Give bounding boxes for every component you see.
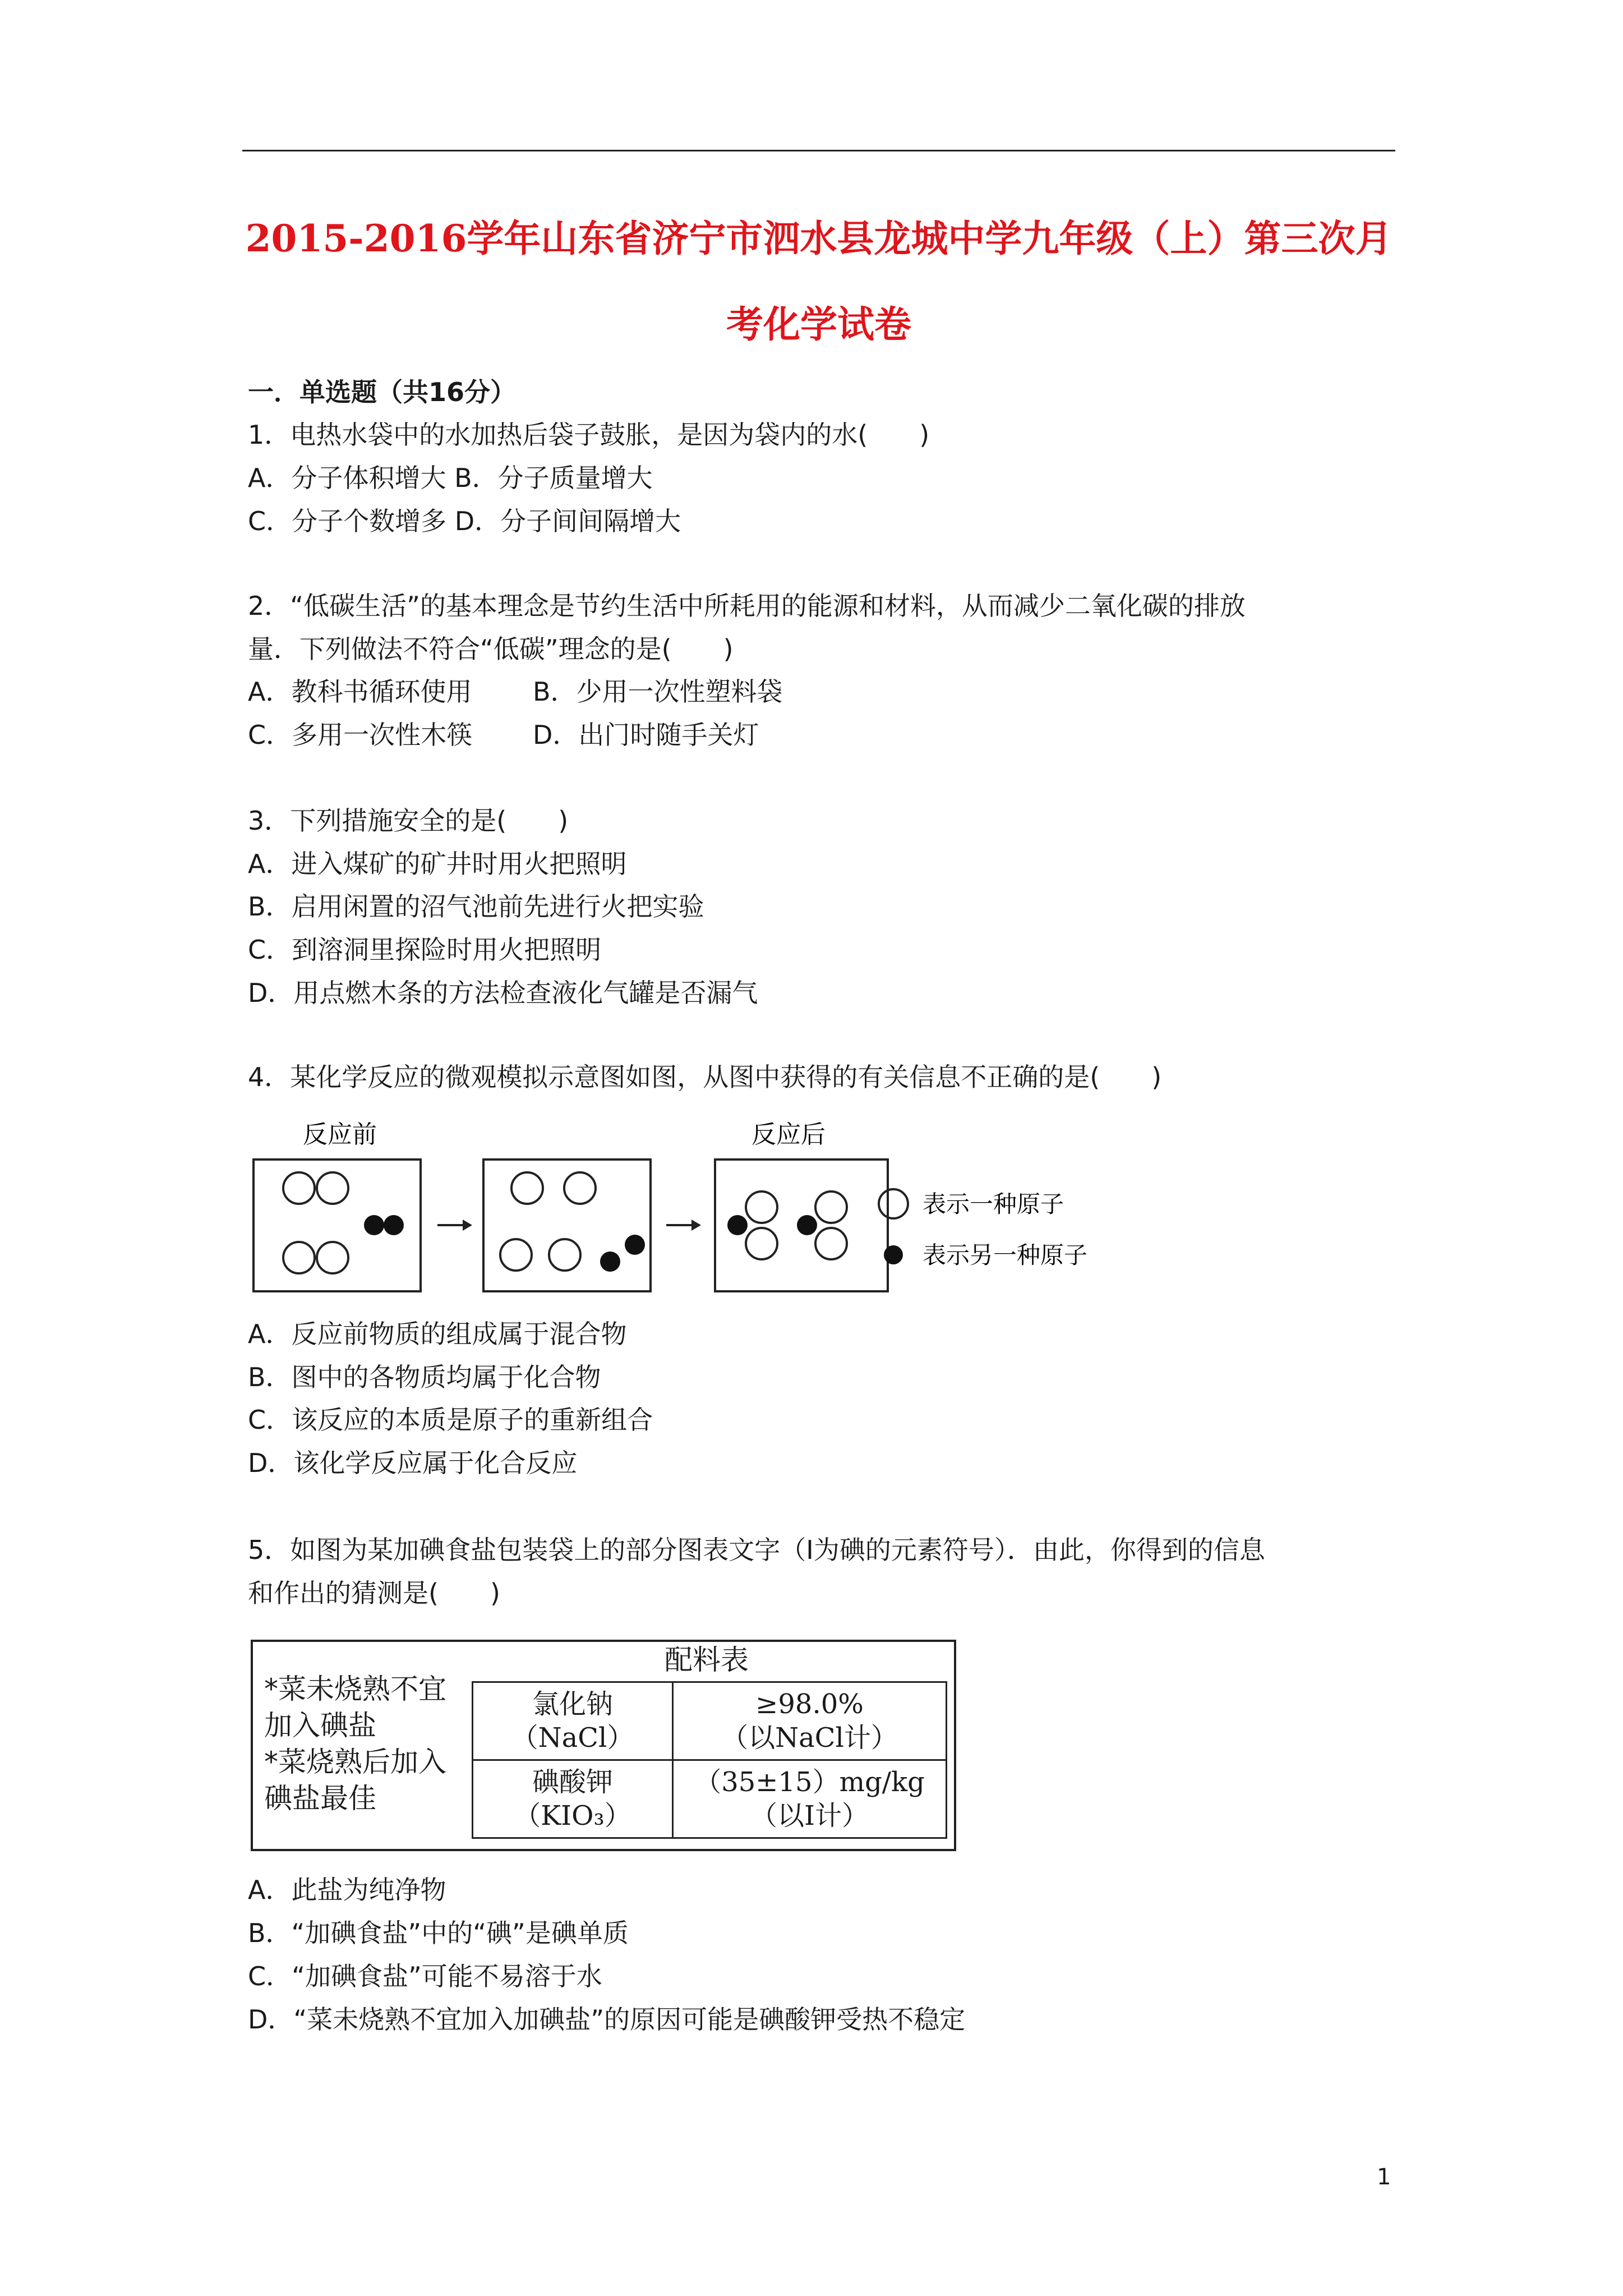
q2-option-c: C．多用一次性木筷 bbox=[248, 720, 473, 750]
open-atom bbox=[283, 1172, 315, 1204]
q5-stem-line-1: 5．如图为某加碘食盐包装袋上的部分图表文字（I为碘的元素符号）．由此，你得到的信息 bbox=[248, 1535, 1265, 1565]
open-atom bbox=[746, 1191, 777, 1223]
arrow-icon bbox=[437, 1220, 472, 1231]
filled-atom bbox=[625, 1235, 645, 1255]
filled-atom bbox=[600, 1251, 620, 1272]
open-atom bbox=[549, 1239, 580, 1271]
q2-option-a: A．教科书循环使用 bbox=[248, 677, 472, 707]
q5-option-a: A．此盐为纯净物 bbox=[248, 1875, 446, 1905]
q5-option-b: B．“加碘食盐”中的“碘”是碘单质 bbox=[248, 1918, 629, 1948]
q1-options-row-2: C．分子个数增多 D．分子间间隔增大 bbox=[248, 506, 681, 536]
ingredient-value-cell bbox=[673, 1760, 947, 1838]
q3-option-c: C．到溶洞里探险时用火把照明 bbox=[248, 935, 602, 965]
q4-option-d: D．该化学反应属于化合反应 bbox=[248, 1448, 578, 1478]
legend-open-atom-label: 表示一种原子 bbox=[923, 1190, 1064, 1218]
q5-option-d: D．“菜未烧熟不宜加入加碘盐”的原因可能是碘酸钾受热不稳定 bbox=[248, 2004, 966, 2035]
legend-filled-atom-label: 表示另一种原子 bbox=[923, 1241, 1088, 1269]
cooking-note: *菜未烧熟不宜 加入碘盐 *菜烧熟后加入 碘盐最佳 bbox=[264, 1673, 446, 1815]
ingredient-value-cell bbox=[673, 1682, 947, 1760]
legend-open-atom-icon bbox=[879, 1189, 908, 1218]
q2-option-b: B．少用一次性塑料袋 bbox=[533, 677, 783, 707]
q4-option-a: A．反应前物质的组成属于混合物 bbox=[248, 1319, 627, 1349]
q5-option-c: C．“加碘食盐”可能不易溶于水 bbox=[248, 1961, 602, 1991]
legend-filled-atom-icon bbox=[884, 1245, 903, 1264]
q3-option-d: D．用点燃木条的方法检查液化气罐是否漏气 bbox=[248, 978, 758, 1008]
open-atom bbox=[500, 1239, 532, 1271]
q2-option-d: D．出门时随手关灯 bbox=[533, 720, 759, 750]
filled-atom bbox=[727, 1215, 748, 1235]
open-atom bbox=[317, 1172, 348, 1204]
open-atom bbox=[283, 1242, 315, 1273]
ingredient-value: （35±15）mg/kg bbox=[694, 1766, 925, 1798]
ingredient-formula: （NaCl） bbox=[511, 1722, 634, 1754]
q3-stem: 3．下列措施安全的是( ) bbox=[248, 806, 569, 836]
ingredient-name-cell bbox=[473, 1760, 673, 1838]
q4-stem: 4．某化学反应的微观模拟示意图如图，从图中获得的有关信息不正确的是( ) bbox=[248, 1062, 1162, 1092]
ingredient-table bbox=[472, 1681, 947, 1839]
ingredient-basis: （以I计） bbox=[750, 1800, 869, 1832]
section-heading: 一．单选题（共16分） bbox=[248, 377, 517, 407]
q1-options-row-1: A．分子体积增大 B．分子质量增大 bbox=[248, 463, 653, 493]
filled-atom bbox=[364, 1215, 384, 1235]
q2-stem-line-1: 2．“低碳生活”的基本理念是节约生活中所耗用的能源和材料，从而减少二氧化碳的排放 bbox=[248, 591, 1246, 621]
open-atom bbox=[815, 1191, 847, 1223]
open-atom bbox=[746, 1228, 777, 1259]
ingredient-value: ≥98.0% bbox=[755, 1688, 864, 1720]
before-label: 反应前 bbox=[303, 1120, 377, 1149]
header-rule bbox=[242, 150, 1395, 151]
filled-atom bbox=[797, 1215, 817, 1235]
reaction-diagram bbox=[241, 1114, 1138, 1304]
q4-option-b: B．图中的各物质均属于化合物 bbox=[248, 1362, 601, 1392]
page-title-line-1: 2015-2016学年山东省济宁市泗水县龙城中学九年级（上）第三次月 bbox=[245, 217, 1393, 260]
after-label: 反应后 bbox=[751, 1120, 826, 1149]
page-title-line-2: 考化学试卷 bbox=[726, 302, 911, 346]
salt-label-figure bbox=[251, 1640, 956, 1851]
q2-stem-line-2: 量．下列做法不符合“低碳”理念的是( ) bbox=[248, 634, 734, 664]
open-atom bbox=[317, 1242, 348, 1273]
ingredient-name-cell bbox=[473, 1682, 673, 1760]
q3-option-b: B．启用闲置的沼气池前先进行火把实验 bbox=[248, 891, 704, 922]
ingredient-basis: （以NaCl计） bbox=[721, 1722, 898, 1754]
q4-option-c: C．该反应的本质是原子的重新组合 bbox=[248, 1405, 653, 1435]
ingredient-name: 碘酸钾 bbox=[532, 1766, 613, 1798]
open-atom bbox=[564, 1172, 596, 1204]
arrow-icon bbox=[666, 1220, 701, 1231]
q5-stem-line-2: 和作出的猜测是( ) bbox=[248, 1578, 500, 1608]
table-row bbox=[473, 1760, 947, 1838]
table-row bbox=[473, 1682, 947, 1760]
q3-option-a: A．进入煤矿的矿井时用火把照明 bbox=[248, 849, 627, 879]
ingredient-table-title: 配料表 bbox=[665, 1644, 749, 1676]
ingredient-formula: （KIO₃） bbox=[514, 1800, 631, 1832]
q1-stem: 1．电热水袋中的水加热后袋子鼓胀，是因为袋内的水( ) bbox=[248, 420, 930, 450]
page-number: 1 bbox=[1377, 2164, 1391, 2190]
ingredient-name: 氯化钠 bbox=[532, 1688, 613, 1720]
open-atom bbox=[511, 1172, 543, 1204]
open-atom bbox=[815, 1228, 847, 1259]
filled-atom bbox=[384, 1215, 404, 1235]
